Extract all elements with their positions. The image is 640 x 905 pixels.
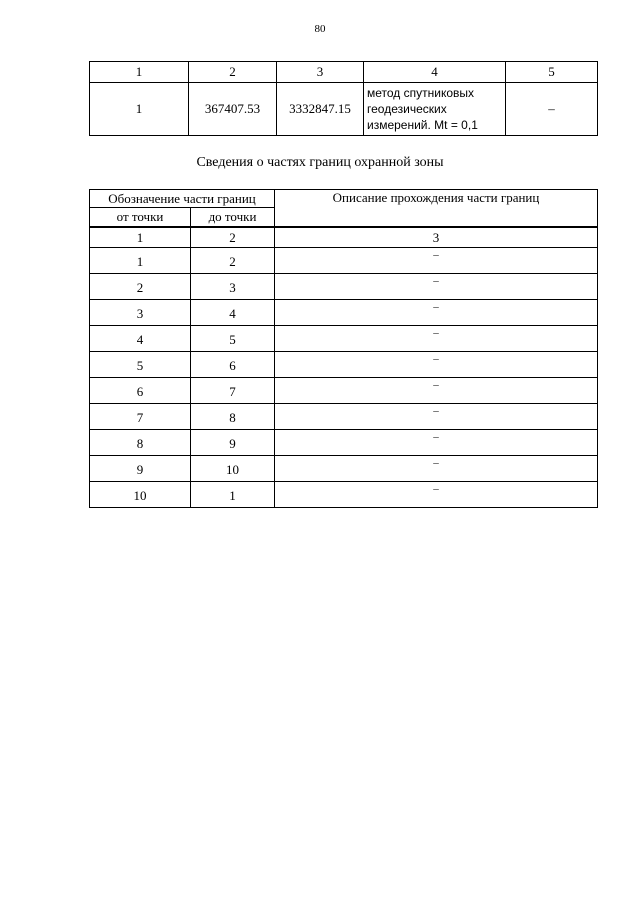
table-row — [90, 378, 598, 404]
from-point: 2 — [90, 274, 191, 300]
coordinate-y: 3332847.15 — [277, 83, 364, 136]
from-point: 3 — [90, 300, 191, 326]
column-number: 2 — [191, 227, 275, 248]
parts-column-numbers-row — [90, 227, 598, 248]
part-description: – — [275, 300, 598, 326]
table-row — [90, 482, 598, 508]
coordinate-x: 367407.53 — [189, 83, 277, 136]
parts-header-row — [90, 190, 598, 208]
column-number: 1 — [90, 227, 191, 248]
part-description: – — [275, 378, 598, 404]
table-row — [90, 326, 598, 352]
from-point: 10 — [90, 482, 191, 508]
page-number: 80 — [314, 23, 326, 35]
column-number: 3 — [275, 227, 598, 248]
table-row — [90, 456, 598, 482]
from-point: 1 — [90, 248, 191, 274]
point-number: 1 — [90, 83, 189, 136]
part-description: – — [275, 248, 598, 274]
table-row — [90, 430, 598, 456]
part-description: – — [275, 404, 598, 430]
from-point: 4 — [90, 326, 191, 352]
to-point: 2 — [191, 248, 275, 274]
table-row — [90, 248, 598, 274]
from-point: 7 — [90, 404, 191, 430]
section-title: Сведения о частях границ охранной зоны — [196, 155, 444, 170]
part-description: – — [275, 274, 598, 300]
part-description: – — [275, 326, 598, 352]
part-description: – — [275, 482, 598, 508]
from-point: 8 — [90, 430, 191, 456]
method-line: метод спутниковых — [367, 86, 475, 100]
method-line: геодезических — [367, 102, 447, 116]
to-point: 1 — [191, 482, 275, 508]
to-point: 4 — [191, 300, 275, 326]
part-description: – — [275, 456, 598, 482]
to-point: 3 — [191, 274, 275, 300]
coordinates-table — [89, 61, 598, 136]
header-to: до точки — [191, 208, 275, 228]
coordinates-header-row — [90, 62, 598, 83]
table-row — [90, 352, 598, 378]
method-line: измерений. Mt = 0,1 — [367, 118, 478, 132]
from-point: 9 — [90, 456, 191, 482]
part-description: – — [275, 352, 598, 378]
column-number: 4 — [364, 62, 506, 83]
column-number: 3 — [277, 62, 364, 83]
to-point: 7 — [191, 378, 275, 404]
table-row — [90, 83, 598, 136]
to-point: 5 — [191, 326, 275, 352]
column-number: 2 — [189, 62, 277, 83]
to-point: 8 — [191, 404, 275, 430]
table-row — [90, 300, 598, 326]
part-description: – — [275, 430, 598, 456]
header-description: Описание прохождения части границ — [275, 190, 598, 228]
boundary-parts-table — [89, 189, 598, 508]
from-point: 6 — [90, 378, 191, 404]
column-number: 5 — [506, 62, 598, 83]
header-group: Обозначение части границ — [90, 190, 275, 208]
method-description — [364, 83, 506, 136]
point-description: – — [506, 83, 598, 136]
to-point: 9 — [191, 430, 275, 456]
from-point: 5 — [90, 352, 191, 378]
to-point: 10 — [191, 456, 275, 482]
table-row — [90, 404, 598, 430]
to-point: 6 — [191, 352, 275, 378]
header-from: от точки — [90, 208, 191, 228]
column-number: 1 — [90, 62, 189, 83]
table-row — [90, 274, 598, 300]
